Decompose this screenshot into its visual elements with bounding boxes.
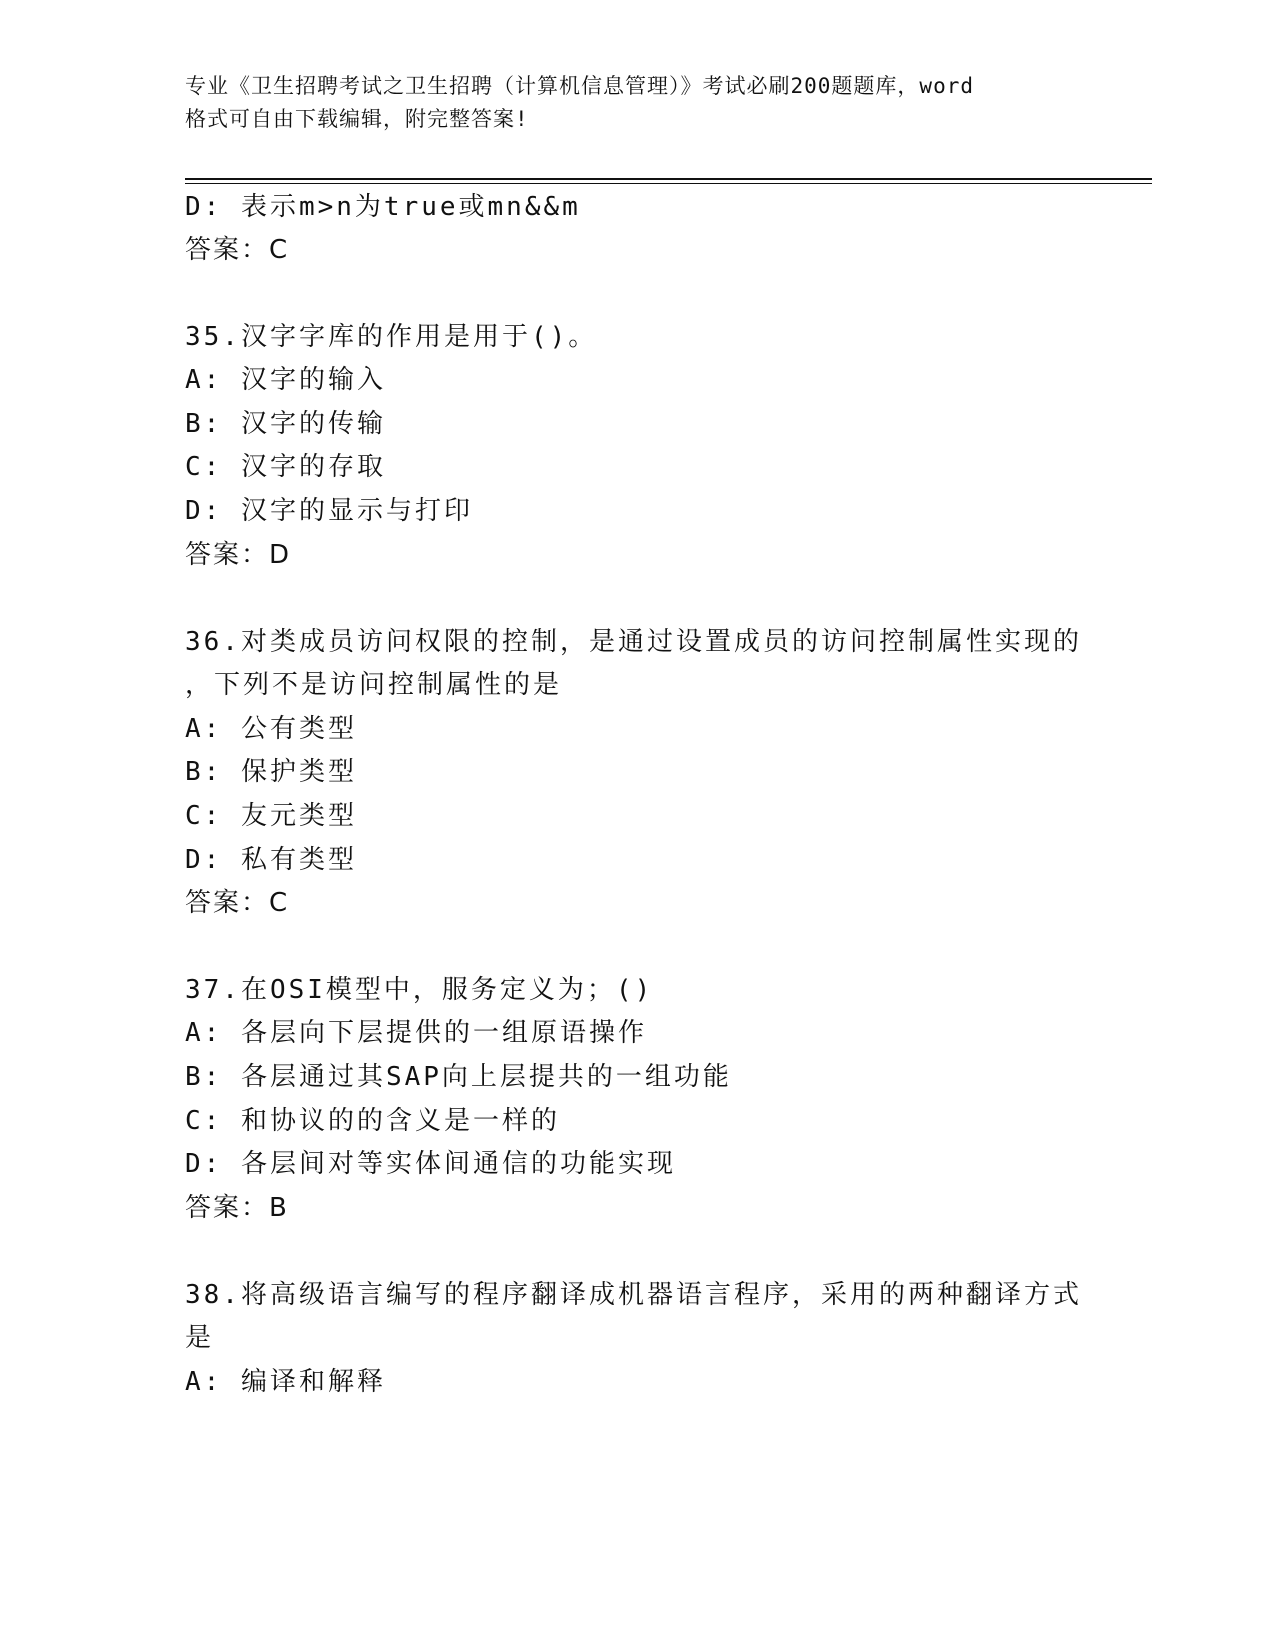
header-divider-thin: [185, 183, 1152, 184]
q36-option-a: A: 公有类型: [185, 714, 357, 744]
q37-answer: 答案：B: [185, 1193, 289, 1223]
header-divider-thick: [185, 178, 1152, 180]
header-line-2: 格式可自由下载编辑，附完整答案!: [185, 107, 529, 131]
q35-stem: 35.汉字字库的作用是用于()。: [185, 322, 598, 352]
q36-stem-line-2: ，下列不是访问控制属性的是: [185, 670, 563, 700]
prev-option-d: D: 表示m>n为true或mn&&m: [185, 192, 581, 222]
q37-stem: 37.在OSI模型中，服务定义为；(): [185, 975, 654, 1005]
q36-stem-line-1: 36.对类成员访问权限的控制，是通过设置成员的访问控制属性实现的: [185, 627, 1082, 657]
q36-option-b: B: 保护类型: [185, 757, 357, 787]
header-line-1: 专业《卫生招聘考试之卫生招聘（计算机信息管理）》考试必刷200题题库，word: [185, 74, 974, 98]
q37-option-d: D: 各层间对等实体间通信的功能实现: [185, 1149, 676, 1179]
q35-option-d: D: 汉字的显示与打印: [185, 496, 473, 526]
q37-option-a: A: 各层向下层提供的一组原语操作: [185, 1018, 647, 1048]
document-header: [185, 70, 1085, 136]
q36-option-d: D: 私有类型: [185, 845, 357, 875]
q35-option-b: B: 汉字的传输: [185, 409, 386, 439]
q36-option-c: C: 友元类型: [185, 801, 357, 831]
q35-option-a: A: 汉字的输入: [185, 365, 386, 395]
q36-answer: 答案：C: [185, 888, 290, 918]
q35-answer: 答案：D: [185, 540, 292, 570]
prev-answer: 答案：C: [185, 235, 290, 265]
q35-option-c: C: 汉字的存取: [185, 452, 386, 482]
q37-option-c: C: 和协议的的含义是一样的: [185, 1106, 560, 1136]
q38-stem-line-1: 38.将高级语言编写的程序翻译成机器语言程序，采用的两种翻译方式: [185, 1280, 1082, 1310]
q38-option-a: A: 编译和解释: [185, 1367, 386, 1397]
q38-stem-line-2: 是: [185, 1323, 215, 1353]
q37-option-b: B: 各层通过其SAP向上层提共的一组功能: [185, 1062, 732, 1092]
